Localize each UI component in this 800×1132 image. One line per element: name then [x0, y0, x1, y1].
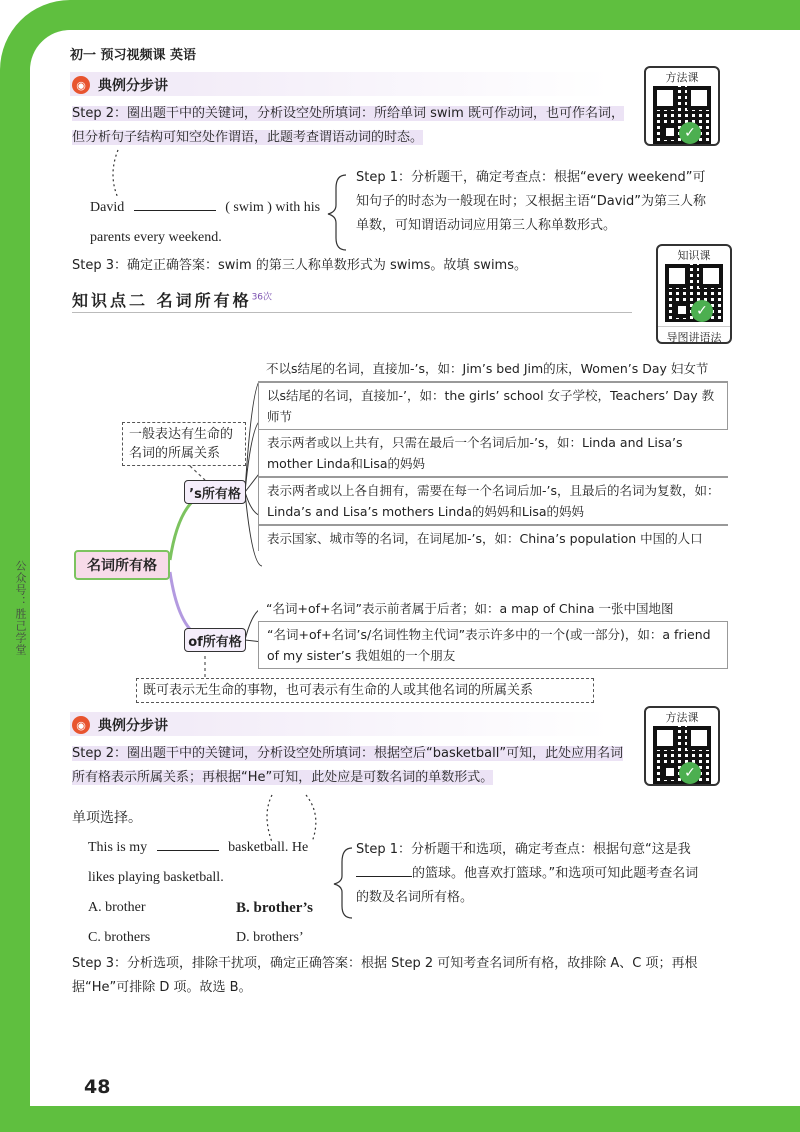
node-s-possessive: ’s所有格	[184, 480, 246, 504]
qr-code-icon: ✓	[653, 726, 711, 784]
question-1: David ( swim ) with his	[90, 196, 320, 220]
note-top: 一般表达有生命的名词的所属关系	[122, 422, 246, 466]
divider	[72, 312, 632, 313]
section-heading-2	[72, 715, 168, 735]
example-icon: ◉	[72, 76, 90, 94]
s-item: 表示国家、城市等的名词，在词尾加-’s，如：China’s population 中国的人口	[258, 525, 728, 551]
s-item: 表示两者或以上共有，只需在最后一个名词后加-’s，如：Linda and Lisa’s mother Linda和Lisa的妈妈	[258, 430, 728, 477]
node-of-possessive: of所有格	[184, 628, 246, 652]
qr-label: 知识课	[677, 249, 711, 262]
note-bottom: 既可表示无生命的事物，也可表示有生命的人或其他名词的所属关系	[136, 678, 594, 703]
qr-label: 方法课	[665, 711, 699, 724]
s-item: 不以s结尾的名词，直接加-’s，如：Jim’s bed Jim的床，Women’s Day 妇女节	[258, 356, 728, 382]
qr-code-knowledge[interactable]	[656, 244, 732, 344]
section-heading-label: 典例分步讲	[98, 78, 168, 94]
of-item: “名词+of+名词”表示前者属于后者；如：a map of China 一张中国地图	[266, 601, 674, 616]
question-2: This is my basketball. He	[88, 836, 308, 860]
step1-text-2: Step 1：分析题干和选项，确定考查点：根据句意“这是我 的篮球。他喜欢打篮球。”和选项可知此题考查名词的数及名词所有格。	[356, 842, 699, 905]
answer-blank[interactable]	[134, 197, 216, 211]
page-number: 48	[84, 1076, 111, 1098]
question-2-line2: likes playing basketball.	[88, 870, 224, 885]
s-item: 以s结尾的名词，直接加-’，如：the girls’ school 女子学校，Teachers’ Day 教师节	[258, 382, 728, 430]
qr-code-icon: ✓	[653, 86, 711, 144]
option-a[interactable]: A. brother	[88, 900, 146, 915]
option-c[interactable]: C. brothers	[88, 930, 151, 945]
section-heading-1	[72, 75, 168, 95]
step1-text-1: Step 1：分析题干，确定考查点：根据“every weekend”可知句子的时态为一般现在时；又根据主语“David”为第三人称单数，可知谓语动词应用第三人称单数形式。	[356, 170, 707, 233]
section-heading-label: 典例分步讲	[98, 718, 168, 734]
mindmap-root: 名词所有格	[74, 550, 170, 580]
example-icon: ◉	[72, 716, 90, 734]
green-border-bottom	[30, 1106, 800, 1132]
of-item: “名词+of+名词’s/名词性物主代词”表示许多中的一个(或一部分)，如：a friend of my sister’s 我姐姐的一个朋友	[258, 621, 728, 669]
answer-blank[interactable]	[157, 837, 219, 851]
step2-text-1: Step 2：圈出题干中的关键词，分析设空处所填词：所给单词 swim 既可作动词，也可作名词，但分析句子结构可知空处作谓语，此题考查谓语动词的时态。	[72, 106, 624, 145]
qr-code-icon: ✓	[665, 264, 723, 322]
option-d[interactable]: D. brothers’	[236, 930, 304, 945]
frequency-count: 36次	[251, 292, 273, 303]
side-label: 公众号：胜己学堂	[14, 560, 27, 656]
s-item: 表示两者或以上各自拥有，需要在每一个名词后加-’s，且最后的名词为复数，如：Linda’s and Lisa’s mothers Linda的妈妈和Lisa的妈妈	[258, 477, 728, 525]
step3-text-1: Step 3：确定正确答案：swim 的第三人称单数形式为 swims。故填 swims。	[72, 258, 527, 273]
option-b[interactable]: B. brother’s	[236, 900, 313, 916]
step3-text-2: Step 3：分析选项，排除干扰项，确定正确答案：根据 Step 2 可知考查名词所有格，故排除 A、C 项；再根据“He”可排除 D 项。故选 B。	[72, 956, 698, 995]
qr-code-method-1[interactable]	[644, 66, 720, 146]
step2-text-2: Step 2：圈出题干中的关键词，分析设空处所填词：根据空后“basketball”可知，此处应用名词所有格表示所属关系；再根据“He”可知，此处应是可数名词的单数形式。	[72, 746, 624, 785]
of-items-list	[258, 596, 728, 669]
question-type: 单项选择。	[72, 810, 142, 826]
knowledge-title: 知识点二 名词所有格$^{36次}$	[72, 291, 273, 310]
s-items-list	[258, 356, 728, 551]
qr-code-method-2[interactable]	[644, 706, 720, 786]
qr-footer: 导图讲语法	[658, 326, 730, 347]
answer-blank	[356, 863, 412, 877]
question-1-line2: parents every weekend.	[90, 230, 222, 245]
page-header: 初一 预习视频课 英语	[70, 48, 197, 63]
qr-label: 方法课	[665, 71, 699, 84]
